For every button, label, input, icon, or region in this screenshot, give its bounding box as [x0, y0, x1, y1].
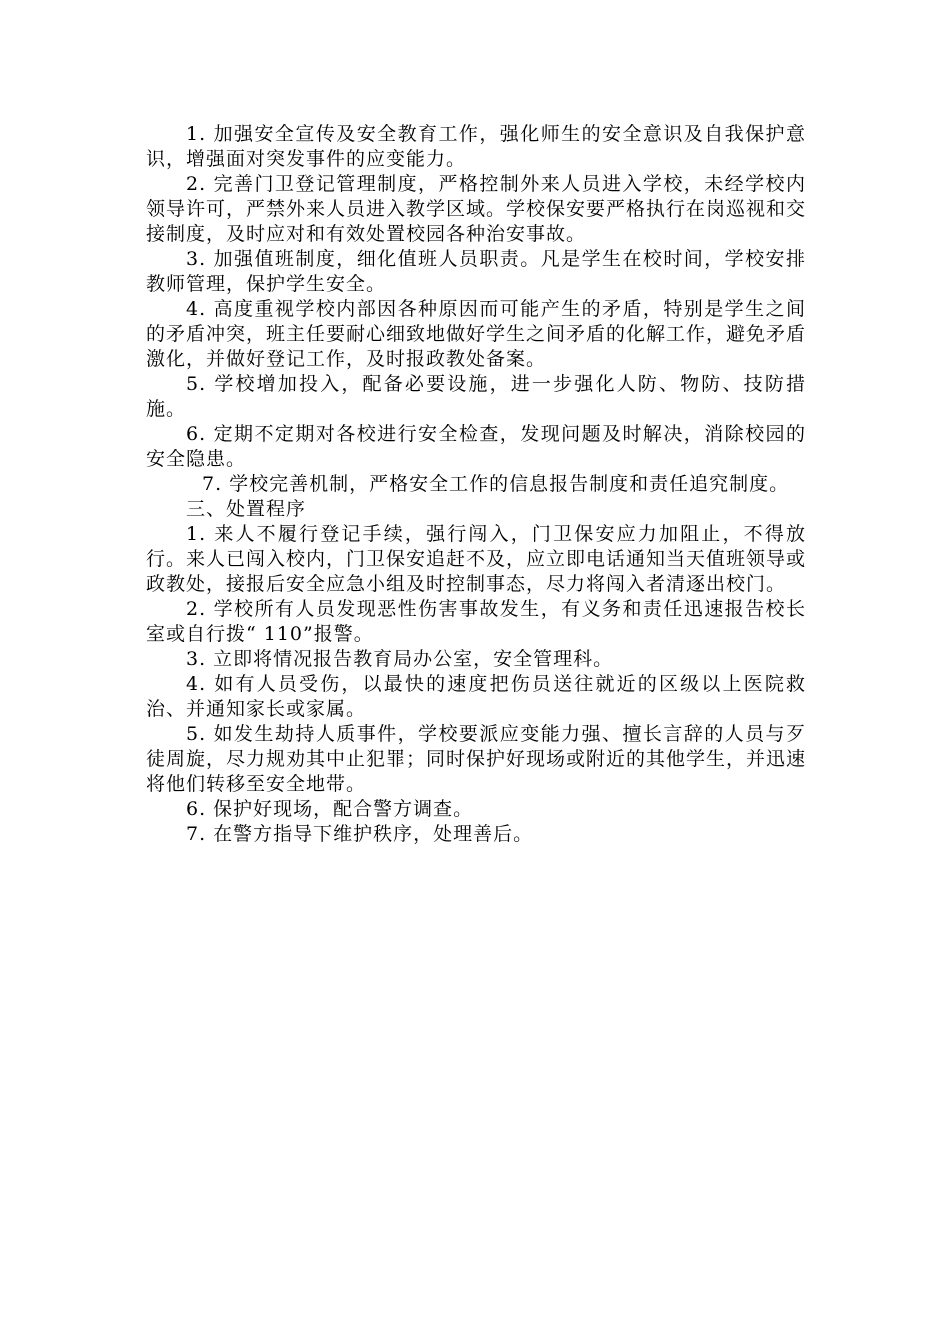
- section-heading-procedure: 三、处置程序: [186, 498, 307, 520]
- paragraph-procedure-1: 1. 来人不履行登记手续，强行闯入，门卫保安应力加阻止，不得放行。来人已闯入校内，门卫保安追赶不及，应立即电话通知当天值班领导或政教处，接报后安全应急小组及时控制事态，尽力将闯入者清逐出校门。: [146, 523, 807, 595]
- paragraph-measure-4: 4. 高度重视学校内部因各种原因而可能产生的矛盾，特别是学生之间的矛盾冲突，班主任要耐心细致地做好学生之间矛盾的化解工作，避免矛盾激化，并做好登记工作，及时报政教处备案。: [146, 298, 807, 370]
- paragraph-measure-2: 2. 完善门卫登记管理制度，严格控制外来人员进入学校，未经学校内领导许可，严禁外来人员进入教学区域。学校保安要严格执行在岗巡视和交接制度，及时应对和有效处置校园各种治安事故。: [146, 173, 807, 245]
- paragraph-measure-5: 5. 学校增加投入，配备必要设施，进一步强化人防、物防、技防措施。: [146, 373, 806, 420]
- paragraph-procedure-7: 7. 在警方指导下维护秩序，处理善后。: [186, 823, 534, 845]
- paragraph-measure-7: 7. 学校完善机制，严格安全工作的信息报告制度和责任追究制度。: [202, 473, 790, 495]
- paragraph-measure-1: 1. 加强安全宣传及安全教育工作，强化师生的安全意识及自我保护意识，增强面对突发事件的应变能力。: [146, 123, 806, 170]
- paragraph-procedure-2: 2. 学校所有人员发现恶性伤害事故发生，有义务和责任迅速报告校长室或自行拨“ 110”报警。: [146, 598, 806, 645]
- paragraph-measure-3: 3. 加强值班制度，细化值班人员职责。凡是学生在校时间，学校安排教师管理，保护学生安全。: [146, 248, 806, 295]
- paragraph-procedure-5: 5. 如发生劫持人质事件，学校要派应变能力强、擅长言辞的人员与歹徒周旋，尽力规劝其中止犯罪；同时保护好现场或附近的其他学生，并迅速将他们转移至安全地带。: [146, 723, 807, 795]
- paragraph-procedure-3: 3. 立即将情况报告教育局办公室，安全管理科。: [186, 648, 614, 670]
- paragraph-measure-6: 6. 定期不定期对各校进行安全检查，发现问题及时解决，消除校园的安全隐患。: [146, 423, 806, 470]
- paragraph-procedure-4: 4. 如有人员受伤，以最快的速度把伤员送往就近的区级以上医院救治、并通知家长或家属。: [146, 673, 806, 720]
- document-body: [146, 122, 806, 847]
- paragraph-procedure-6: 6. 保护好现场，配合警方调查。: [186, 798, 474, 820]
